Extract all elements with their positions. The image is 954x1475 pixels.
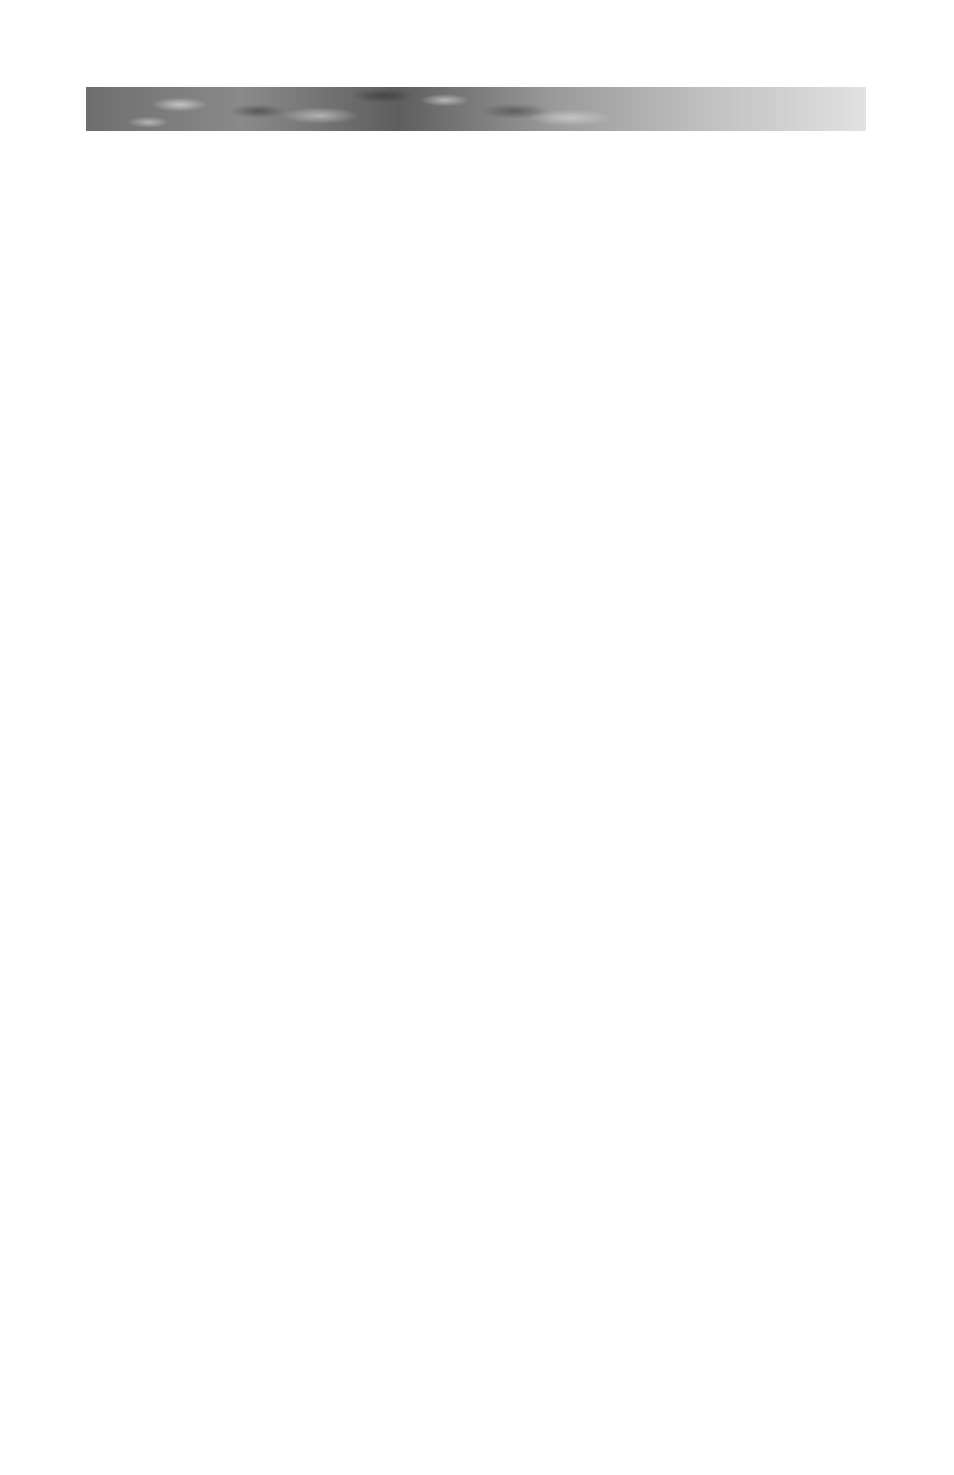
header-banner xyxy=(86,87,866,131)
